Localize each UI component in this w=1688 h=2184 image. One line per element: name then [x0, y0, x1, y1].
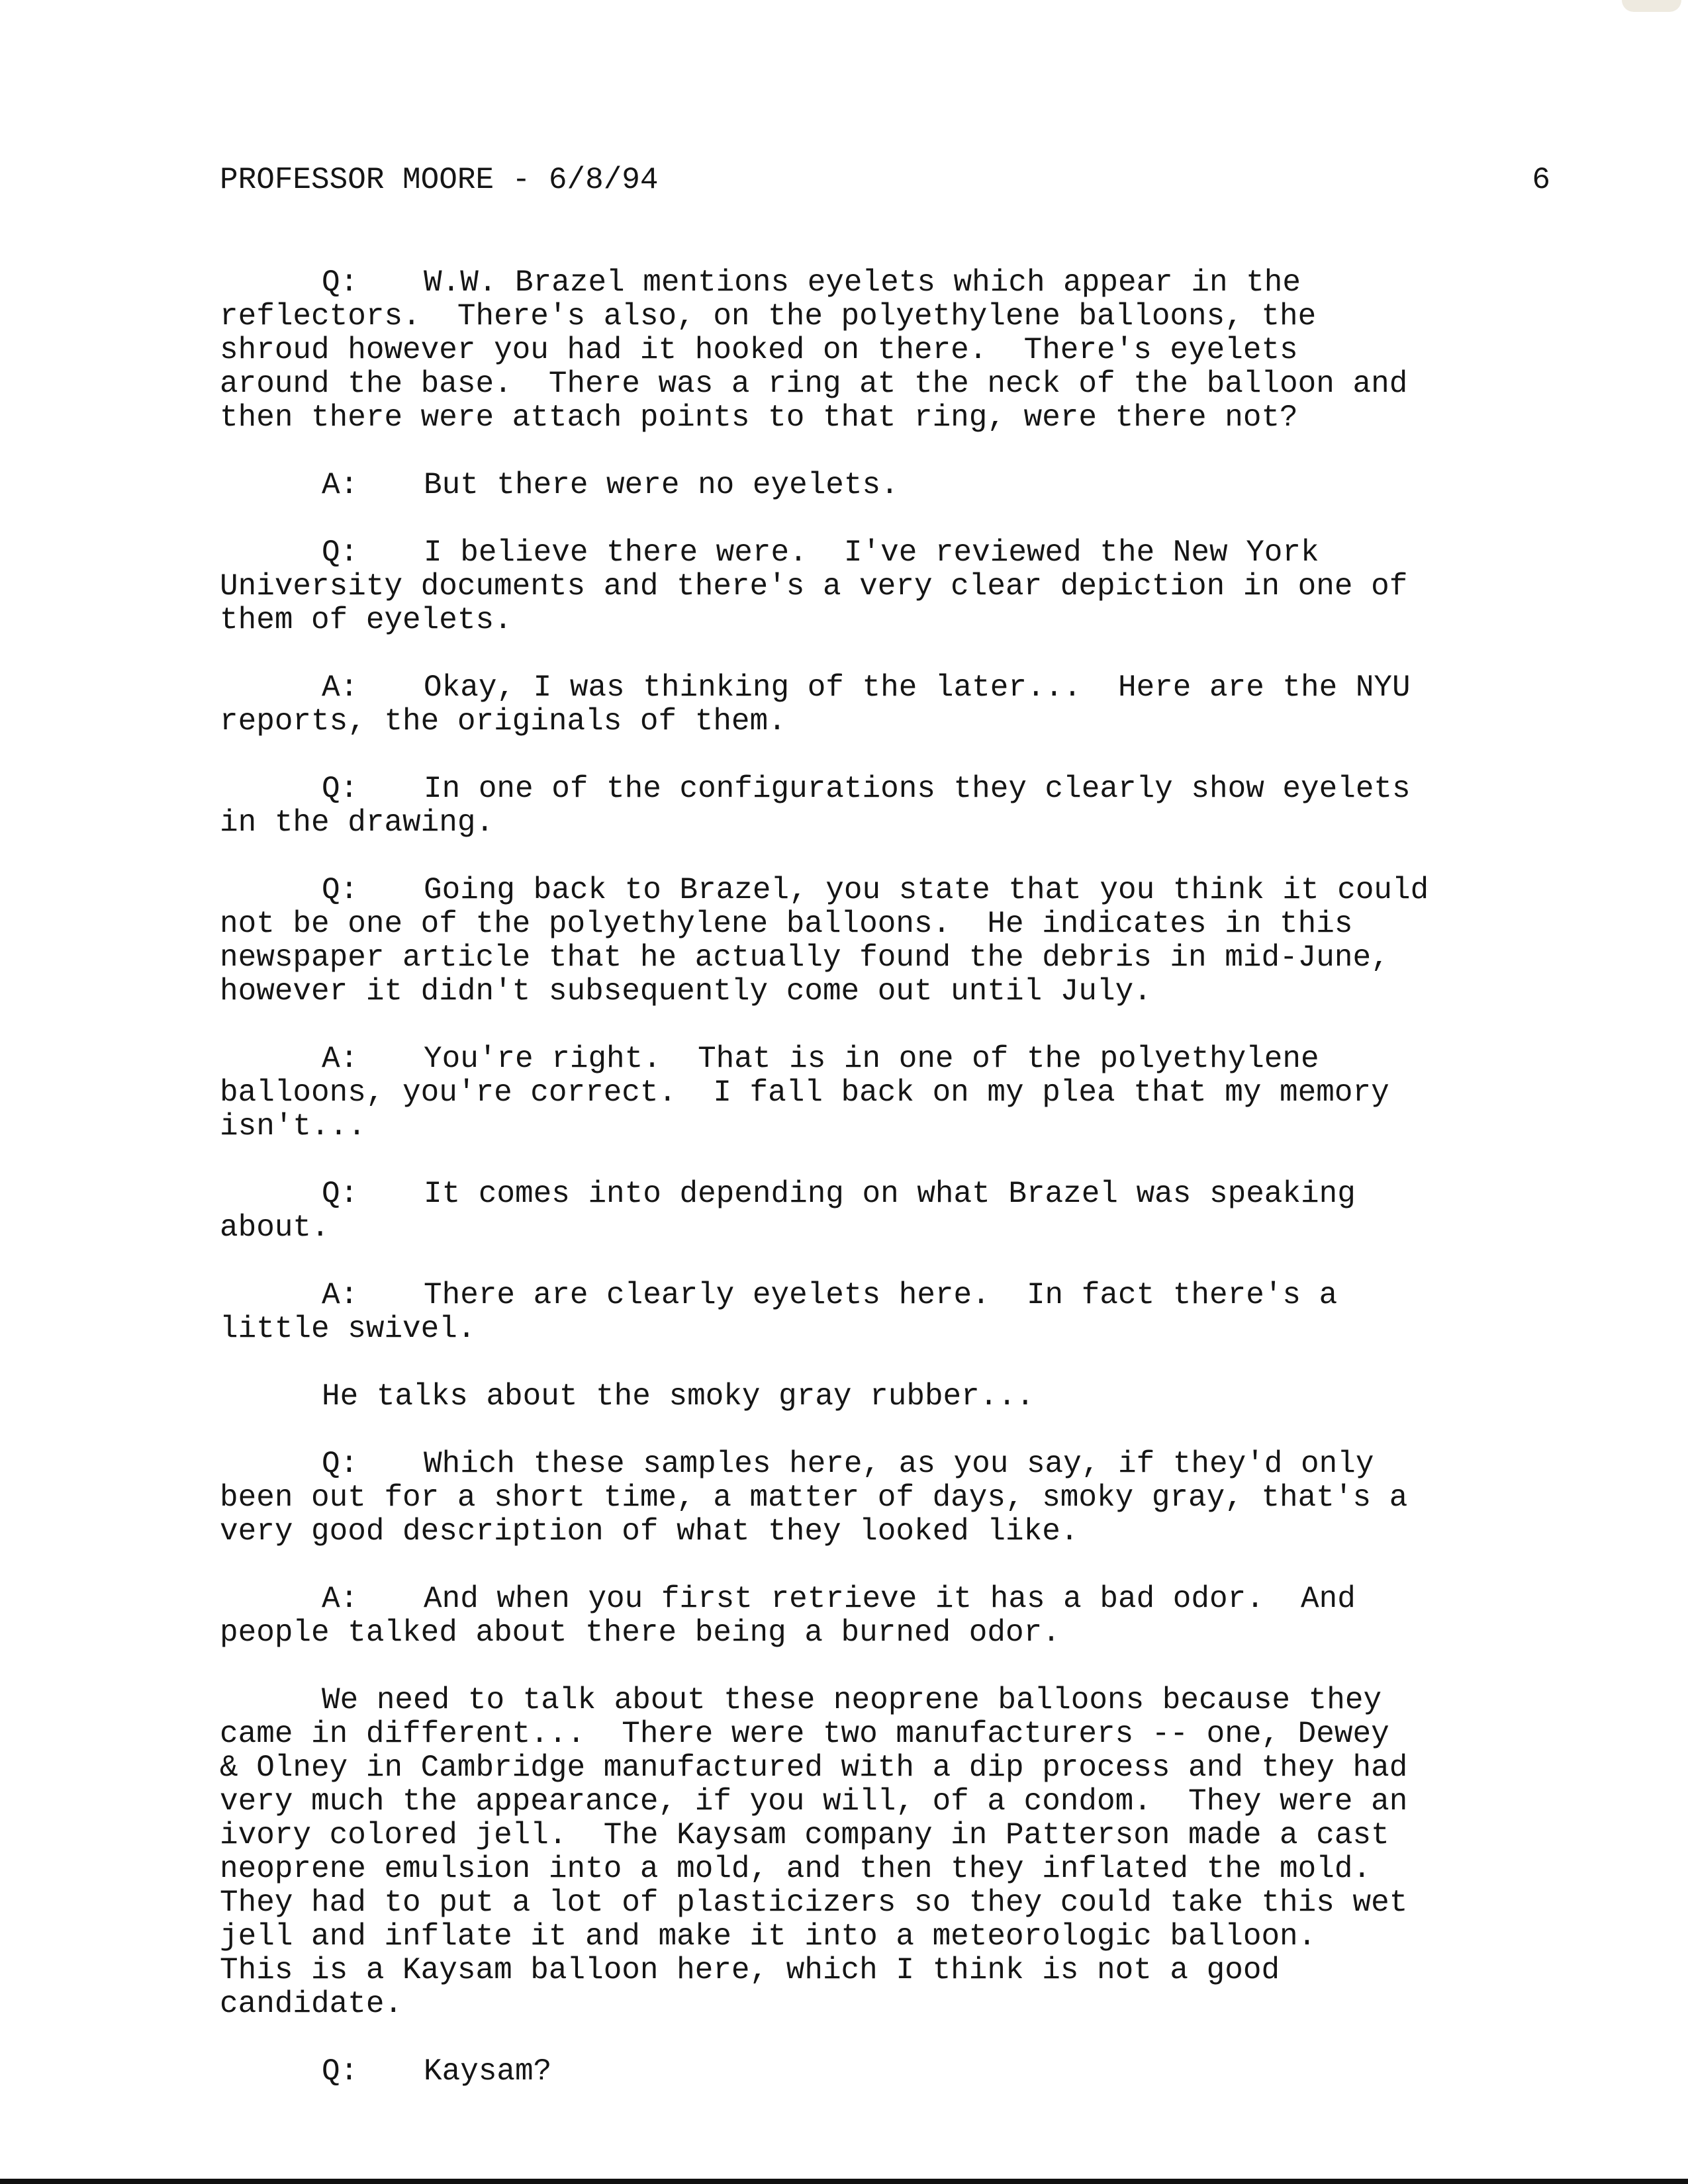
speaker-label: A: [322, 1278, 359, 1312]
speaker-label: Q: [322, 2054, 359, 2089]
paragraph-first-line [220, 536, 1564, 570]
paragraph-line: about. [220, 1210, 330, 1245]
paragraph-line: people talked about there being a burned odor. [220, 1615, 1060, 1650]
speaker-label: Q: [322, 1447, 359, 1481]
paragraph-first-line [220, 1177, 1564, 1211]
paragraph-first-line [220, 1447, 1564, 1481]
line-text: There are clearly eyelets here. In fact there's a [424, 1278, 1338, 1312]
paragraph-line: ivory colored jell. The Kaysam company in Patterson made a cast [220, 1818, 1389, 1852]
paragraph-line: reflectors. There's also, on the polyethylene balloons, the [220, 299, 1317, 334]
paragraph-first-line [220, 1042, 1564, 1076]
line-text: Kaysam? [424, 2054, 552, 2089]
speaker-label: A: [322, 670, 359, 705]
speaker-label: Q: [322, 1177, 359, 1211]
line-text: In one of the configurations they clearly show eyelets [424, 772, 1411, 806]
transcript-exchange [220, 772, 1564, 840]
paragraph-line: then there were attach points to that ring, were there not? [220, 400, 1298, 435]
line-text: Okay, I was thinking of the later... Here are the NYU [424, 670, 1411, 705]
paragraph-line: newspaper article that he actually found the debris in mid-June, [220, 940, 1389, 975]
transcript-continuation [220, 1380, 1564, 1414]
paragraph-first-line [220, 874, 1564, 907]
paragraph-line: very good description of what they looked like. [220, 1514, 1079, 1549]
paragraph-first-line [220, 772, 1564, 806]
speaker-label: A: [322, 1042, 359, 1076]
line-text: Which these samples here, as you say, if they'd only [424, 1447, 1374, 1481]
paragraph-line: reports, the originals of them. [220, 704, 786, 739]
paragraph-line: & Olney in Cambridge manufactured with a dip process and they had [220, 1751, 1408, 1785]
transcript-exchange [220, 874, 1564, 1009]
line-text: I believe there were. I've reviewed the New York [424, 535, 1319, 570]
paragraph-line: not be one of the polyethylene balloons. He indicates in this [220, 907, 1353, 941]
paragraph-line: in the drawing. [220, 805, 494, 840]
transcript-exchange [220, 2055, 1564, 2089]
speaker-label: Q: [322, 772, 359, 806]
speaker-label: A: [322, 468, 359, 502]
paragraph-first-line [220, 1684, 1564, 1717]
page-bottom-edge [0, 2179, 1688, 2184]
paragraph-first-line [220, 671, 1564, 705]
paragraph-first-line [220, 1582, 1564, 1616]
transcript-continuation [220, 1684, 1564, 2021]
paragraph-first-line [220, 1279, 1564, 1312]
paragraph-first-line [220, 1380, 1564, 1414]
transcript-exchange [220, 1582, 1564, 1650]
line-text: And when you first retrieve it has a bad odor. And [424, 1582, 1356, 1616]
page-corner-mark [1622, 0, 1681, 12]
paragraph-line: around the base. There was a ring at the neck of the balloon and [220, 367, 1408, 401]
paragraph-line: them of eyelets. [220, 603, 512, 637]
line-text: We need to talk about these neoprene balloons because they [322, 1683, 1382, 1717]
transcript-body [220, 266, 1564, 2122]
paragraph-line: This is a Kaysam balloon here, which I think is not a good [220, 1953, 1280, 1987]
page-number: 6 [1532, 163, 1550, 197]
line-text: He talks about the smoky gray rubber... [322, 1379, 1035, 1414]
speaker-label: Q: [322, 873, 359, 907]
paragraph-first-line [220, 2055, 1564, 2089]
transcript-exchange [220, 1177, 1564, 1245]
paragraph-line: very much the appearance, if you will, of a condom. They were an [220, 1784, 1408, 1819]
paragraph-first-line [220, 469, 1564, 502]
paragraph-first-line [220, 266, 1564, 300]
line-text: But there were no eyelets. [424, 468, 899, 502]
speaker-label: Q: [322, 535, 359, 570]
paragraph-line: little swivel. [220, 1312, 476, 1346]
paragraph-line: candidate. [220, 1987, 403, 2021]
paragraph-line: balloons, you're correct. I fall back on my plea that my memory [220, 1075, 1389, 1110]
paragraph-line: been out for a short time, a matter of days, smoky gray, that's a [220, 1480, 1408, 1515]
speaker-label: A: [322, 1582, 359, 1616]
line-text: W.W. Brazel mentions eyelets which appear in the [424, 265, 1301, 300]
header-title: PROFESSOR MOORE - 6/8/94 [220, 163, 659, 197]
speaker-label: Q: [322, 265, 359, 300]
paragraph-line: They had to put a lot of plasticizers so they could take this wet [220, 1886, 1408, 1920]
paragraph-line: isn't... [220, 1109, 366, 1144]
paragraph-line: neoprene emulsion into a mold, and then they inflated the mold. [220, 1852, 1372, 1886]
line-text: Going back to Brazel, you state that you think it could [424, 873, 1429, 907]
transcript-exchange [220, 1447, 1564, 1549]
transcript-exchange [220, 536, 1564, 637]
transcript-exchange [220, 1042, 1564, 1144]
paragraph-line: however it didn't subsequently come out until July. [220, 974, 1152, 1009]
transcript-exchange [220, 266, 1564, 435]
paragraph-line: jell and inflate it and make it into a meteorologic balloon. [220, 1919, 1317, 1954]
transcript-exchange [220, 469, 1564, 502]
paragraph-line: University documents and there's a very clear depiction in one of [220, 569, 1408, 604]
transcript-exchange [220, 671, 1564, 739]
line-text: It comes into depending on what Brazel was speaking [424, 1177, 1356, 1211]
transcript-exchange [220, 1279, 1564, 1346]
paragraph-line: shroud however you had it hooked on there. There's eyelets [220, 333, 1298, 367]
line-text: You're right. That is in one of the polyethylene [424, 1042, 1319, 1076]
paragraph-line: came in different... There were two manufacturers -- one, Dewey [220, 1717, 1389, 1751]
